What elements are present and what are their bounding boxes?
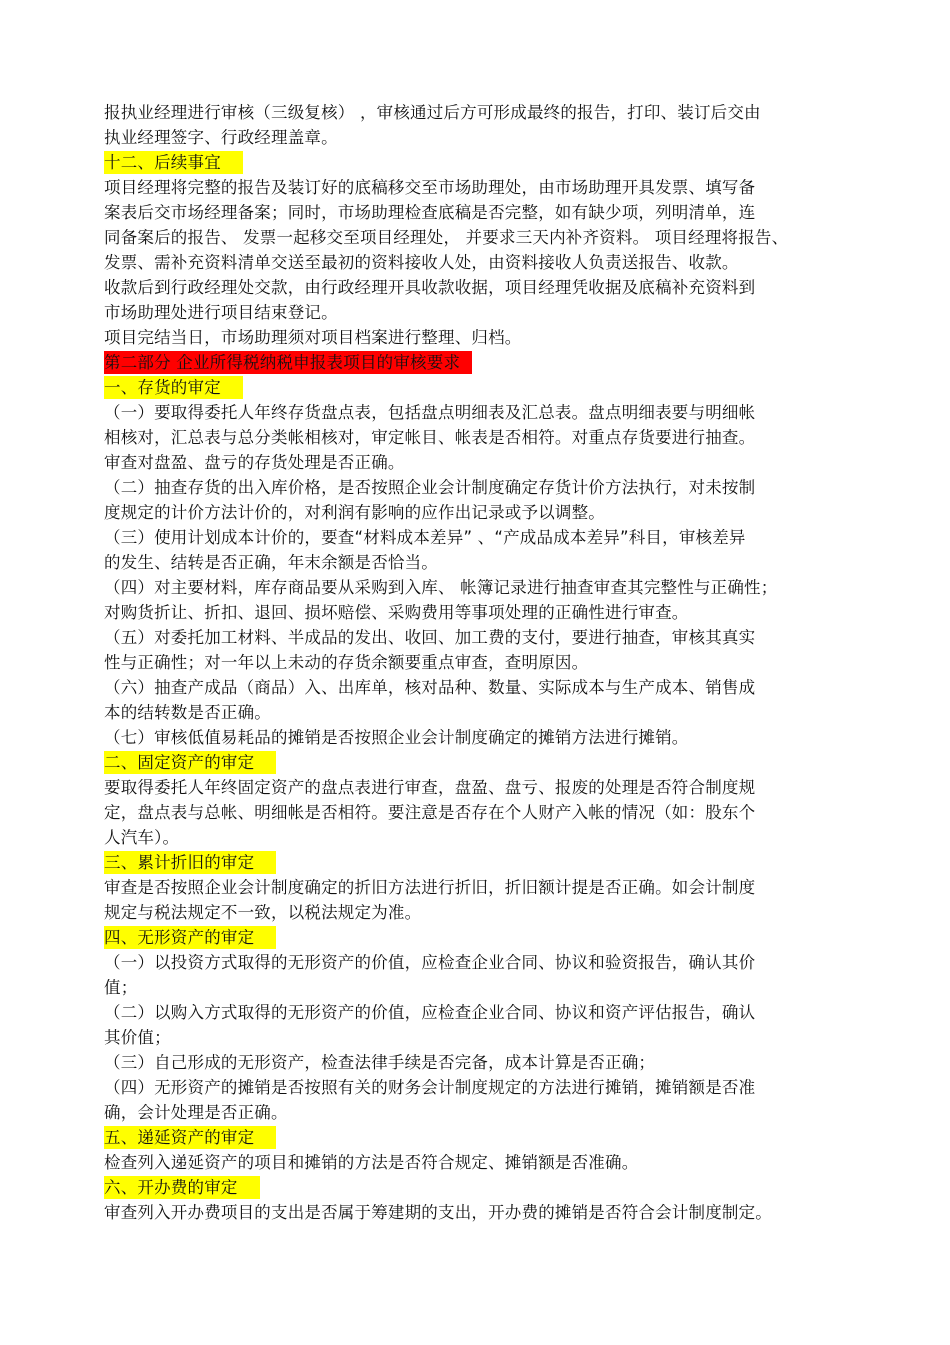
text-line xyxy=(104,450,884,475)
line-text: 审查列入开办费项目的支出是否属于筹建期的支出，开办费的摊销是否符合会计制度制定。 xyxy=(104,1203,772,1222)
text-line xyxy=(104,975,884,1000)
line-text: 发票、需补充资料清单交送至最初的资料接收人处，由资料接收人负责送报告、收款。 xyxy=(104,253,739,272)
line-text: 收款后到行政经理处交款，由行政经理开具收款收据，项目经理凭收据及底稿补充资料到 xyxy=(104,278,756,297)
text-line xyxy=(104,1200,884,1225)
section-heading xyxy=(104,375,884,400)
highlighted-heading-text: 第二部分 企业所得税纳税申报表项目的审核要求 xyxy=(104,351,472,374)
text-line xyxy=(104,175,884,200)
line-text: 的发生、结转是否正确，年末余额是否恰当。 xyxy=(104,553,438,572)
text-line xyxy=(104,400,884,425)
text-line xyxy=(104,1050,884,1075)
text-line xyxy=(104,875,884,900)
text-line xyxy=(104,225,884,250)
section-heading xyxy=(104,750,884,775)
text-line xyxy=(104,300,884,325)
document-page xyxy=(104,100,884,1225)
line-text: 对购货折让、折扣、退回、损坏赔偿、采购费用等事项处理的正确性进行审查。 xyxy=(104,603,689,622)
text-line xyxy=(104,200,884,225)
line-text: 审查对盘盈、盘亏的存货处理是否正确。 xyxy=(104,453,405,472)
line-text: 审查是否按照企业会计制度确定的折旧方法进行折旧，折旧额计提是否正确。如会计制度 xyxy=(104,878,756,897)
line-text: 同备案后的报告、 发票一起移交至项目经理处， 并要求三天内补齐资料。 项目经理将报告、 xyxy=(104,228,789,247)
text-line xyxy=(104,525,884,550)
line-text: （四）无形资产的摊销是否按照有关的财务会计制度规定的方法进行摊销，摊销额是否准 xyxy=(104,1078,756,1097)
highlighted-heading-text: 六、开办费的审定 xyxy=(104,1176,260,1199)
text-line xyxy=(104,425,884,450)
text-line xyxy=(104,125,884,150)
line-text: （三）使用计划成本计价的，要查“材料成本差异” 、“产成品成本差异”科目，审核差异 xyxy=(104,528,746,547)
line-text: 确，会计处理是否正确。 xyxy=(104,1103,288,1122)
line-text: 人汽车）。 xyxy=(104,828,180,847)
line-text: 度规定的计价方法计价的，对利润有影响的应作出记录或予以调整。 xyxy=(104,503,605,522)
line-text: 项目完结当日，市场助理须对项目档案进行整理、归档。 xyxy=(104,328,522,347)
line-text: （六）抽查产成品（商品）入、出库单，核对品种、数量、实际成本与生产成本、销售成 xyxy=(104,678,756,697)
line-text: 要取得委托人年终固定资产的盘点表进行审查，盘盈、盘亏、报废的处理是否符合制度规 xyxy=(104,778,756,797)
line-text: 定，盘点表与总帐、明细帐是否相符。要注意是否存在个人财产入帐的情况（如：股东个 xyxy=(104,803,756,822)
section-heading xyxy=(104,350,884,375)
line-text: 其价值； xyxy=(104,1028,171,1047)
line-text: （三）自己形成的无形资产，检查法律手续是否完备，成本计算是否正确； xyxy=(104,1053,656,1072)
line-text: （五）对委托加工材料、半成品的发出、收回、加工费的支付，要进行抽查，审核其真实 xyxy=(104,628,756,647)
highlighted-heading-text: 五、递延资产的审定 xyxy=(104,1126,276,1149)
text-line xyxy=(104,825,884,850)
highlighted-heading-text: 一、存货的审定 xyxy=(104,376,243,399)
line-text: 报执业经理进行审核（三级复核） ，审核通过后方可形成最终的报告，打印、装订后交由 xyxy=(104,103,761,122)
text-line xyxy=(104,625,884,650)
text-line xyxy=(104,950,884,975)
line-text: 项目经理将完整的报告及装订好的底稿移交至市场助理处，由市场助理开具发票、填写备 xyxy=(104,178,756,197)
text-line xyxy=(104,550,884,575)
text-line xyxy=(104,800,884,825)
highlighted-heading-text: 四、无形资产的审定 xyxy=(104,926,276,949)
line-text: 检查列入递延资产的项目和摊销的方法是否符合规定、摊销额是否准确。 xyxy=(104,1153,639,1172)
text-line xyxy=(104,325,884,350)
text-line xyxy=(104,250,884,275)
text-line xyxy=(104,100,884,125)
line-text: 本的结转数是否正确。 xyxy=(104,703,271,722)
text-line xyxy=(104,900,884,925)
text-line xyxy=(104,650,884,675)
line-text: （二）抽查存货的出入库价格，是否按照企业会计制度确定存货计价方法执行，对未按制 xyxy=(104,478,756,497)
line-text: （一）要取得委托人年终存货盘点表，包括盘点明细表及汇总表。盘点明细表要与明细帐 xyxy=(104,403,756,422)
text-line xyxy=(104,1100,884,1125)
line-text: 值； xyxy=(104,978,138,997)
highlighted-heading-text: 二、固定资产的审定 xyxy=(104,751,276,774)
line-text: 性与正确性；对一年以上未动的存货余额要重点审查，查明原因。 xyxy=(104,653,589,672)
text-line xyxy=(104,475,884,500)
line-text: （一）以投资方式取得的无形资产的价值，应检查企业合同、协议和验资报告，确认其价 xyxy=(104,953,756,972)
line-text: （四）对主要材料，库存商品要从采购到入库、 帐簿记录进行抽查审查其完整性与正确性； xyxy=(104,578,778,597)
line-text: （二）以购入方式取得的无形资产的价值，应检查企业合同、协议和资产评估报告，确认 xyxy=(104,1003,756,1022)
section-heading xyxy=(104,1125,884,1150)
text-line xyxy=(104,1075,884,1100)
line-text: （七）审核低值易耗品的摊销是否按照企业会计制度确定的摊销方法进行摊销。 xyxy=(104,728,689,747)
text-line xyxy=(104,775,884,800)
line-text: 相核对，汇总表与总分类帐相核对，审定帐目、帐表是否相符。对重点存货要进行抽查。 xyxy=(104,428,756,447)
text-line xyxy=(104,1000,884,1025)
line-text: 市场助理处进行项目结束登记。 xyxy=(104,303,338,322)
section-heading xyxy=(104,1175,884,1200)
section-heading xyxy=(104,925,884,950)
highlighted-heading-text: 十二、后续事宜 xyxy=(104,151,243,174)
line-text: 执业经理签字、行政经理盖章。 xyxy=(104,128,338,147)
section-heading xyxy=(104,150,884,175)
text-line xyxy=(104,600,884,625)
text-line xyxy=(104,1150,884,1175)
text-line xyxy=(104,1025,884,1050)
section-heading xyxy=(104,850,884,875)
text-line xyxy=(104,500,884,525)
line-text: 案表后交市场经理备案；同时，市场助理检查底稿是否完整，如有缺少项，列明清单，连 xyxy=(104,203,756,222)
line-text: 规定与税法规定不一致，以税法规定为准。 xyxy=(104,903,422,922)
text-line xyxy=(104,575,884,600)
text-line xyxy=(104,675,884,700)
text-line xyxy=(104,725,884,750)
highlighted-heading-text: 三、累计折旧的审定 xyxy=(104,851,276,874)
text-line xyxy=(104,275,884,300)
text-line xyxy=(104,700,884,725)
